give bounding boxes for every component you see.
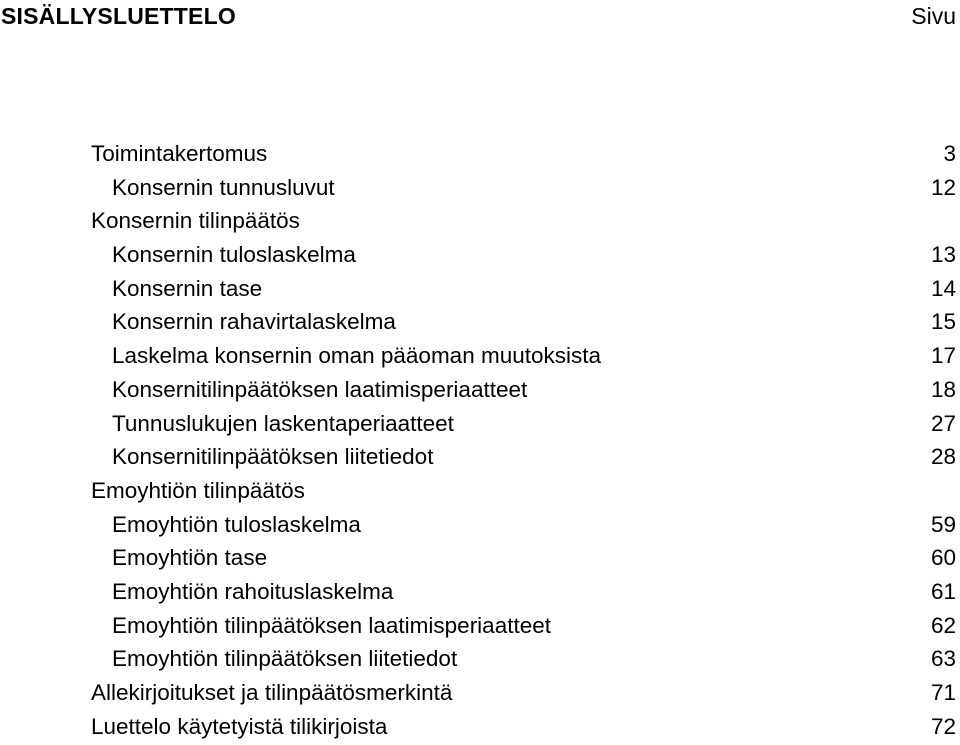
toc-entry-label: Emoyhtiön tuloslaskelma	[112, 511, 361, 537]
toc-entry-label: Konsernitilinpäätöksen laatimisperiaatteet	[112, 376, 528, 402]
toc-entry-label: Toimintakertomus	[91, 141, 268, 166]
toc-entry-label: Emoyhtiön tilinpäätöksen liitetiedot	[112, 646, 458, 672]
toc-entry-page-number: 14	[930, 275, 956, 301]
toc-entry-label: Luettelo käytetyistä tilikirjoista	[91, 713, 388, 739]
toc-entry-page-number: 59	[930, 511, 956, 537]
toc-entry-page-number: 72	[930, 713, 956, 739]
toc-entry-label: Konsernin rahavirtalaskelma	[112, 309, 396, 335]
page-header	[0, 0, 958, 34]
toc-entry	[0, 710, 960, 744]
toc-entry	[0, 238, 960, 272]
toc-entry-page-number: 3	[943, 141, 956, 166]
toc-entry-label: Emoyhtiön tase	[112, 545, 268, 571]
toc-entry-page-number: 63	[930, 646, 956, 672]
toc-entry	[0, 339, 960, 373]
toc-entry-page-number: 27	[930, 410, 956, 436]
toc-entry	[0, 575, 960, 609]
toc-entry-label: Emoyhtiön tilinpäätöksen laatimisperiaatteet	[112, 612, 551, 638]
table-of-contents	[0, 137, 960, 743]
toc-entry	[0, 305, 960, 339]
toc-entry	[0, 272, 960, 306]
toc-entry	[0, 137, 960, 171]
toc-entry	[0, 508, 960, 542]
toc-entry-label: Konsernin tuloslaskelma	[112, 242, 356, 268]
toc-entry	[0, 474, 960, 508]
toc-entry-label: Emoyhtiön rahoituslaskelma	[112, 578, 394, 604]
toc-entry	[0, 609, 960, 643]
toc-entry-label: Konsernin tase	[112, 275, 263, 301]
toc-entry	[0, 171, 960, 205]
toc-entry-page-number: 28	[930, 444, 956, 470]
toc-entry-page-number: 61	[930, 578, 956, 604]
toc-entry-label: Konsernin tunnusluvut	[112, 174, 335, 200]
toc-entry-page-number: 62	[930, 612, 956, 638]
toc-entry-page-number: 17	[930, 343, 956, 369]
toc-entry-label: Konsernin tilinpäätös	[91, 208, 300, 234]
toc-entry-label: Tunnuslukujen laskentaperiaatteet	[112, 410, 454, 436]
toc-entry	[0, 373, 960, 407]
toc-entry-label: Konsernitilinpäätöksen liitetiedot	[112, 444, 434, 470]
toc-entry-page-number: 13	[930, 242, 956, 268]
toc-entry	[0, 204, 960, 238]
document-title: SISÄLLYSLUETTELO	[1, 3, 236, 29]
toc-entry-label: Allekirjoitukset ja tilinpäätösmerkintä	[91, 680, 453, 705]
toc-entry-page-number: 60	[930, 545, 956, 571]
toc-entry-label: Emoyhtiön tilinpäätös	[91, 477, 305, 503]
toc-entry	[0, 642, 960, 676]
page-column-label: Sivu	[911, 3, 956, 29]
toc-entry-label: Laskelma konsernin oman pääoman muutoksista	[112, 343, 602, 369]
toc-entry-page-number: 15	[930, 309, 956, 335]
toc-entry	[0, 541, 960, 575]
toc-entry	[0, 407, 960, 441]
toc-entry-page-number: 71	[930, 680, 956, 705]
toc-entry-page-number: 18	[930, 376, 956, 402]
toc-entry	[0, 440, 960, 474]
toc-entry	[0, 676, 960, 710]
toc-entry-page-number: 12	[930, 174, 956, 200]
